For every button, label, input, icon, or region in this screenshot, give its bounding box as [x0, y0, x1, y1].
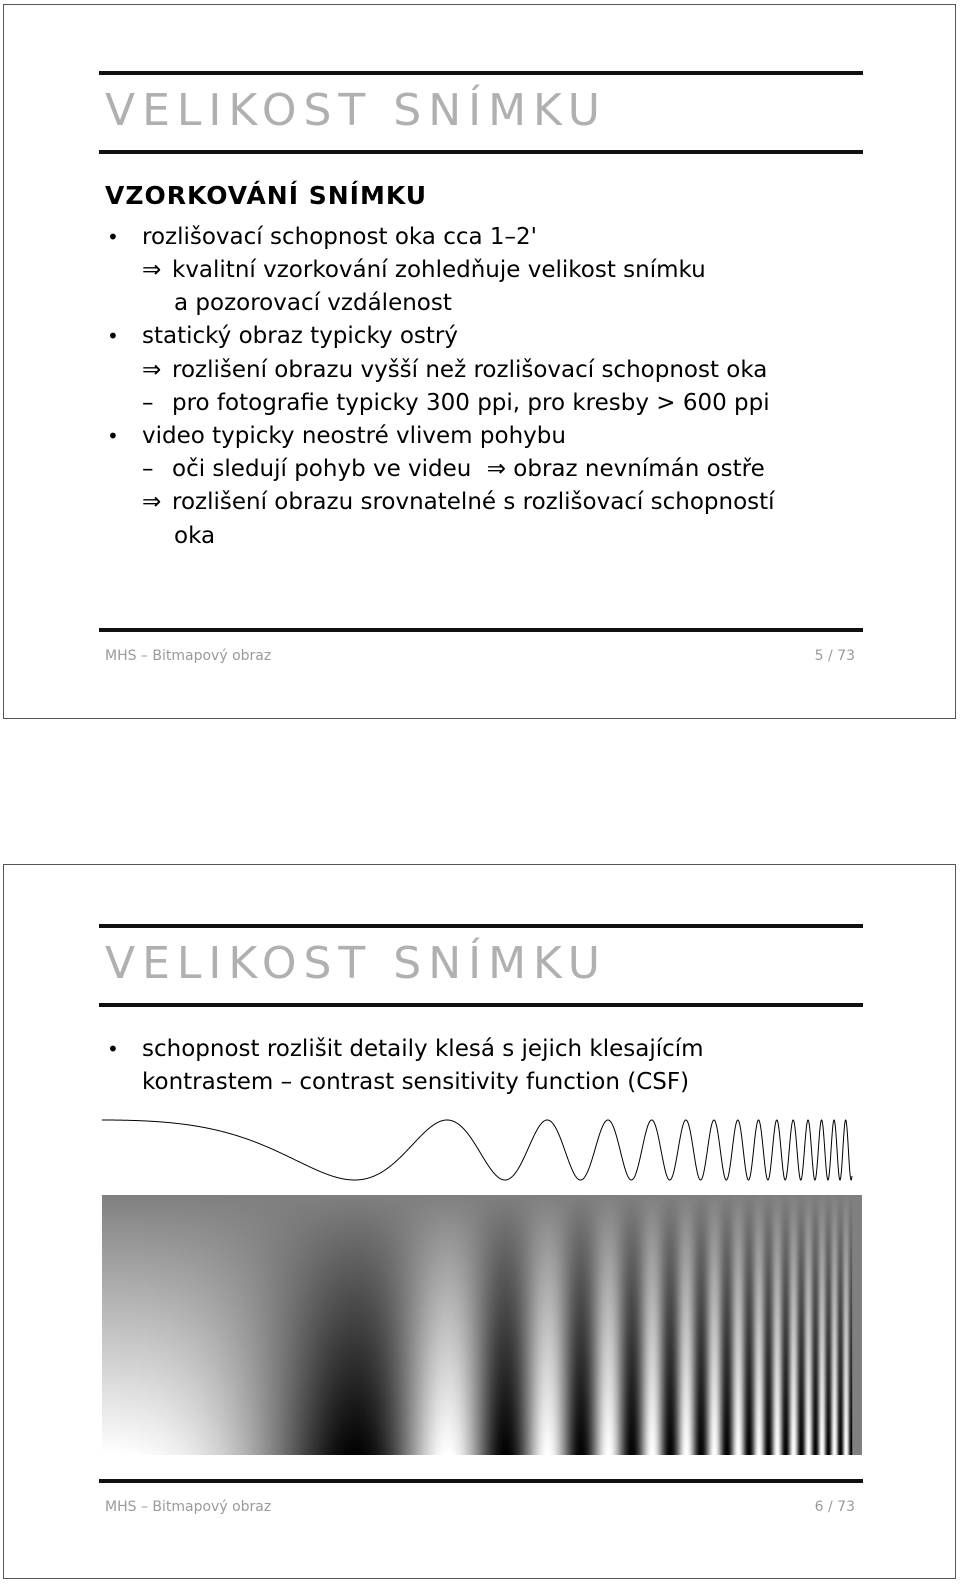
- title-top-rule: [99, 924, 863, 928]
- bullet-marker: •: [107, 225, 119, 249]
- dash-marker: –: [142, 390, 154, 416]
- title-top-rule: [99, 71, 863, 75]
- implication-text: rozlišení obrazu srovnatelné s rozlišovací schopností: [172, 489, 775, 515]
- bullet-marker: •: [107, 424, 119, 448]
- implication-text: rozlišení obrazu vyšší než rozlišovací schopnost oka: [172, 357, 768, 383]
- page-number: 5 / 73: [814, 648, 855, 664]
- section-heading: VZORKOVÁNÍ SNÍMKU: [105, 181, 428, 210]
- slide-title: VELIKOST SNÍMKU: [105, 938, 607, 989]
- implies-arrow-icon: ⇒: [142, 489, 162, 515]
- bullet-text: video typicky neostré vlivem pohybu: [142, 423, 566, 449]
- bullet-text: rozlišovací schopnost oka cca 1–2': [142, 224, 537, 250]
- bullet-marker: •: [107, 324, 119, 348]
- footer-rule: [99, 628, 863, 632]
- bullet-text: statický obraz typicky ostrý: [142, 323, 459, 349]
- slide-title: VELIKOST SNÍMKU: [105, 85, 607, 136]
- implies-arrow-icon: ⇒: [142, 257, 162, 283]
- frequency-sweep-wave: [102, 1115, 862, 1185]
- implication-text: obraz nevnímán ostře: [513, 456, 765, 482]
- continuation-text: a pozorovací vzdálenost: [174, 290, 452, 316]
- implies-arrow-icon: ⇒: [486, 456, 506, 482]
- page-number: 6 / 73: [814, 1499, 855, 1515]
- implication-line: [142, 356, 767, 384]
- implication-text: kvalitní vzorkování zohledňuje velikost snímku: [172, 257, 706, 283]
- title-bottom-rule: [99, 1003, 863, 1007]
- implies-arrow-icon: ⇒: [142, 357, 162, 383]
- sub-item-text: oči sledují pohyb ve videu: [172, 456, 472, 482]
- footer-text: MHS – Bitmapový obraz: [105, 648, 272, 664]
- csf-grating-image: [102, 1195, 862, 1455]
- dash-marker: –: [142, 456, 154, 482]
- grating-stripe: [851, 1195, 852, 1455]
- footer-rule: [99, 1479, 863, 1483]
- bullet-text: schopnost rozlišit detaily klesá s jejich klesajícím: [142, 1036, 704, 1062]
- footer-text: MHS – Bitmapový obraz: [105, 1499, 272, 1515]
- sub-item: [142, 389, 770, 417]
- bullet-marker: •: [107, 1037, 119, 1061]
- implication-line: [142, 256, 706, 284]
- sub-item-text: pro fotografie typicky 300 ppi, pro kresby > 600 ppi: [172, 390, 770, 416]
- title-bottom-rule: [99, 150, 863, 154]
- continuation-text: oka: [174, 523, 216, 549]
- implication-line: [142, 488, 775, 516]
- slide-6: [3, 864, 956, 1579]
- slide-5: [3, 4, 956, 719]
- continuation-text: kontrastem – contrast sensitivity function (CSF): [142, 1069, 690, 1095]
- sub-item: [142, 455, 765, 483]
